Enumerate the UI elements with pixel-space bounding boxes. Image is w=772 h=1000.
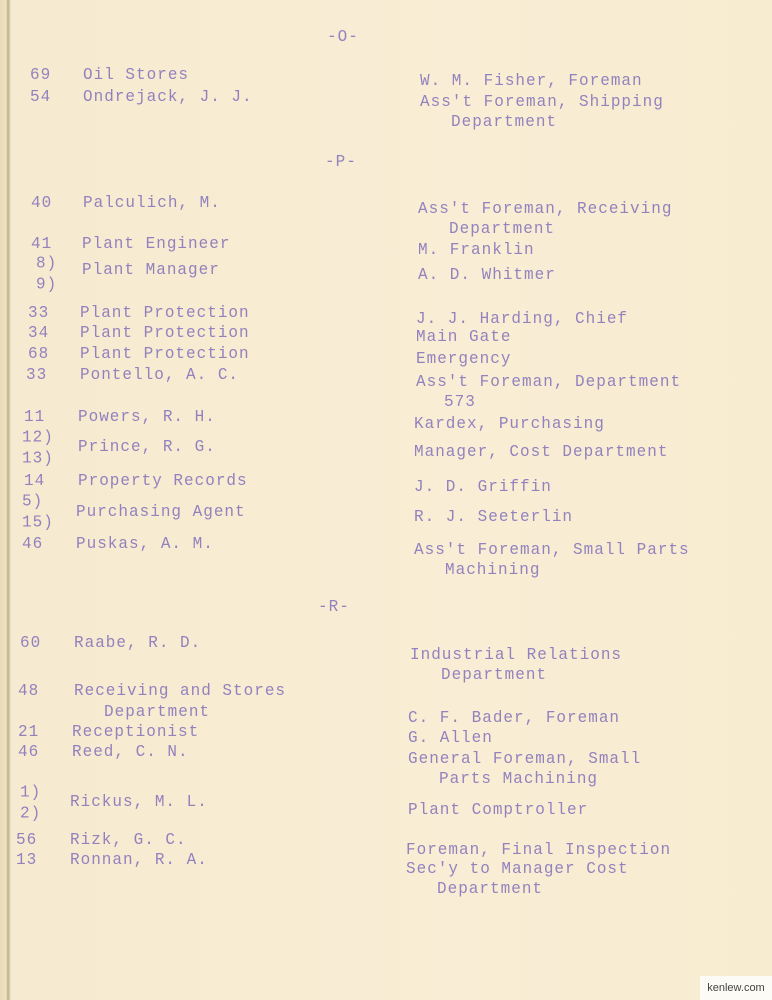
entry-name: Oil Stores	[83, 65, 190, 85]
extension-number: 1) 2)	[20, 783, 42, 823]
extension-number: 40	[31, 193, 53, 213]
extension-number: 46	[22, 534, 44, 554]
entry-name: Prince, R. G.	[78, 437, 216, 457]
entry-description: M. Franklin	[418, 240, 535, 260]
entry-description: Ass't Foreman, Department	[416, 372, 682, 392]
extension-number: 54	[30, 87, 52, 107]
extension-number: 21	[18, 722, 40, 742]
entry-description: Department	[449, 219, 556, 239]
entry-name: Plant Protection	[80, 303, 250, 323]
extension-number: 56	[16, 830, 38, 850]
entry-name: Ondrejack, J. J.	[83, 87, 253, 107]
entry-name: Department	[104, 702, 211, 722]
extension-number: 41	[31, 234, 53, 254]
entry-description: R. J. Seeterlin	[414, 507, 574, 527]
entry-description: Department	[437, 879, 544, 899]
entry-description: C. F. Bader, Foreman	[408, 708, 621, 728]
entry-description: J. J. Harding, Chief	[416, 309, 629, 329]
entry-name: Plant Protection	[80, 323, 250, 343]
extension-number: 12) 13)	[22, 428, 54, 468]
entry-name: Rizk, G. C.	[70, 830, 187, 850]
entry-name: Receptionist	[72, 722, 200, 742]
extension-number: 48	[18, 681, 40, 701]
extension-number: 33	[26, 365, 48, 385]
entry-name: Plant Engineer	[82, 234, 231, 254]
entry-description: Industrial Relations	[410, 645, 623, 665]
entry-description: Ass't Foreman, Receiving	[418, 199, 673, 219]
entry-description: Main Gate	[416, 327, 512, 347]
extension-number: 14	[24, 471, 46, 491]
entry-name: Ronnan, R. A.	[70, 850, 208, 870]
entry-description: Emergency	[416, 349, 512, 369]
extension-number: 60	[20, 633, 42, 653]
extension-number: 46	[18, 742, 40, 762]
entry-description: Plant Comptroller	[408, 800, 589, 820]
entry-description: Parts Machining	[439, 769, 599, 789]
entry-description: General Foreman, Small	[408, 749, 642, 769]
extension-number: 69	[30, 65, 52, 85]
extension-number: 11	[24, 407, 46, 427]
entry-description: A. D. Whitmer	[418, 265, 556, 285]
entry-description: Sec'y to Manager Cost	[406, 859, 629, 879]
entry-description: Machining	[445, 560, 541, 580]
entry-description: Ass't Foreman, Shipping	[420, 92, 664, 112]
entry-name: Receiving and Stores	[74, 681, 287, 701]
section-letter: -O-	[327, 27, 359, 47]
entry-name: Puskas, A. M.	[76, 534, 214, 554]
entry-description: J. D. Griffin	[414, 477, 552, 497]
entry-name: Plant Protection	[80, 344, 250, 364]
extension-number: 33	[28, 303, 50, 323]
entry-description: Department	[451, 112, 558, 132]
entry-name: Rickus, M. L.	[70, 792, 208, 812]
entry-name: Purchasing Agent	[76, 502, 246, 522]
extension-number: 34	[28, 323, 50, 343]
section-letter: -R-	[318, 597, 350, 617]
entry-name: Powers, R. H.	[78, 407, 216, 427]
watermark: kenlew.com	[700, 976, 772, 1000]
entry-description: W. M. Fisher, Foreman	[420, 71, 643, 91]
entry-name: Plant Manager	[82, 260, 220, 280]
section-letter: -P-	[325, 152, 357, 172]
extension-number: 13	[16, 850, 38, 870]
entry-name: Palculich, M.	[83, 193, 221, 213]
entry-description: Foreman, Final Inspection	[406, 840, 672, 860]
entry-description: 573	[444, 392, 476, 412]
extension-number: 68	[28, 344, 50, 364]
entry-name: Property Records	[78, 471, 248, 491]
entry-name: Raabe, R. D.	[74, 633, 202, 653]
entry-description: Manager, Cost Department	[414, 442, 669, 462]
entry-description: Ass't Foreman, Small Parts	[414, 540, 690, 560]
entry-description: G. Allen	[408, 728, 493, 748]
entry-description: Department	[441, 665, 548, 685]
extension-number: 8) 9)	[36, 254, 58, 294]
extension-number: 5) 15)	[22, 492, 54, 532]
entry-name: Reed, C. N.	[72, 742, 189, 762]
entry-description: Kardex, Purchasing	[414, 414, 605, 434]
entry-name: Pontello, A. C.	[80, 365, 240, 385]
